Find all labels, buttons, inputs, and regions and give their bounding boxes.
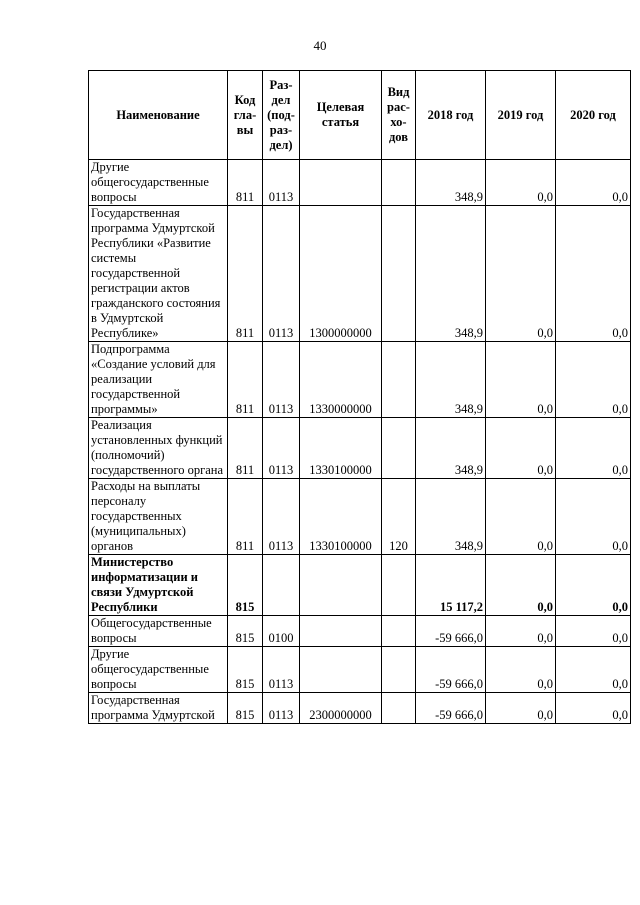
cell-target-article: 1330100000: [300, 479, 382, 555]
cell-name: Государственная программа Удмуртской Республики «Развитие системы государственной регистрации актов гражданского состояния в Удмуртской Республике»: [89, 206, 228, 342]
cell-section: 0113: [263, 418, 300, 479]
cell-year-2020: 0,0: [556, 693, 631, 724]
cell-expense-type: [382, 693, 416, 724]
cell-year-2018: 348,9: [416, 479, 486, 555]
cell-year-2018: -59 666,0: [416, 693, 486, 724]
cell-target-article: [300, 647, 382, 693]
cell-name: Министерство информатизации и связи Удмуртской Республики: [89, 555, 228, 616]
header-expense-type: Вид рас-хо-дов: [382, 71, 416, 160]
cell-year-2020: 0,0: [556, 206, 631, 342]
cell-target-article: 2300000000: [300, 693, 382, 724]
cell-year-2020: 0,0: [556, 555, 631, 616]
cell-chapter-code: 811: [228, 206, 263, 342]
table-header-row: [89, 71, 631, 160]
cell-chapter-code: 815: [228, 647, 263, 693]
table-row: [89, 479, 631, 555]
table-body: [89, 160, 631, 724]
cell-target-article: 1300000000: [300, 206, 382, 342]
cell-expense-type: 120: [382, 479, 416, 555]
header-target-article: Целевая статья: [300, 71, 382, 160]
cell-target-article: [300, 160, 382, 206]
cell-name: Государственная программа Удмуртской: [89, 693, 228, 724]
cell-year-2019: 0,0: [486, 342, 556, 418]
cell-year-2018: -59 666,0: [416, 616, 486, 647]
cell-expense-type: [382, 206, 416, 342]
cell-name: Другие общегосударственные вопросы: [89, 160, 228, 206]
cell-year-2020: 0,0: [556, 418, 631, 479]
header-year-2018: 2018 год: [416, 71, 486, 160]
cell-name: Подпрограмма «Создание условий для реализации государственной программы»: [89, 342, 228, 418]
cell-chapter-code: 811: [228, 418, 263, 479]
cell-year-2018: 348,9: [416, 342, 486, 418]
page-number: 40: [313, 38, 327, 53]
cell-section: [263, 555, 300, 616]
cell-year-2020: 0,0: [556, 160, 631, 206]
cell-year-2020: 0,0: [556, 342, 631, 418]
cell-year-2018: 348,9: [416, 206, 486, 342]
header-section: Раз-дел (под-раз-дел): [263, 71, 300, 160]
table-row: [89, 206, 631, 342]
cell-year-2018: 348,9: [416, 418, 486, 479]
cell-target-article: [300, 616, 382, 647]
cell-year-2019: 0,0: [486, 647, 556, 693]
cell-chapter-code: 815: [228, 693, 263, 724]
header-year-2020: 2020 год: [556, 71, 631, 160]
cell-name: Расходы на выплаты персоналу государственных (муниципальных) органов: [89, 479, 228, 555]
cell-target-article: [300, 555, 382, 616]
cell-year-2019: 0,0: [486, 418, 556, 479]
cell-section: 0113: [263, 206, 300, 342]
table-row: [89, 555, 631, 616]
cell-chapter-code: 811: [228, 160, 263, 206]
cell-chapter-code: 815: [228, 616, 263, 647]
header-year-2019: 2019 год: [486, 71, 556, 160]
table-row: [89, 616, 631, 647]
cell-section: 0100: [263, 616, 300, 647]
cell-section: 0113: [263, 647, 300, 693]
table-row: [89, 418, 631, 479]
cell-year-2020: 0,0: [556, 647, 631, 693]
cell-year-2018: -59 666,0: [416, 647, 486, 693]
cell-section: 0113: [263, 342, 300, 418]
cell-name: Другие общегосударственные вопросы: [89, 647, 228, 693]
cell-expense-type: [382, 160, 416, 206]
cell-target-article: 1330000000: [300, 342, 382, 418]
table-row: [89, 693, 631, 724]
cell-expense-type: [382, 342, 416, 418]
cell-target-article: 1330100000: [300, 418, 382, 479]
cell-section: 0113: [263, 160, 300, 206]
cell-chapter-code: 811: [228, 479, 263, 555]
cell-year-2019: 0,0: [486, 616, 556, 647]
table-row: [89, 160, 631, 206]
cell-name: Реализация установленных функций (полномочий) государственного органа: [89, 418, 228, 479]
header-chapter-code: Код гла-вы: [228, 71, 263, 160]
page-bottom-margin: [0, 853, 640, 905]
cell-name: Общегосударственные вопросы: [89, 616, 228, 647]
cell-expense-type: [382, 418, 416, 479]
cell-chapter-code: 815: [228, 555, 263, 616]
cell-year-2019: 0,0: [486, 479, 556, 555]
table-row: [89, 647, 631, 693]
cell-year-2019: 0,0: [486, 693, 556, 724]
table-row: [89, 342, 631, 418]
cell-expense-type: [382, 647, 416, 693]
cell-year-2019: 0,0: [486, 160, 556, 206]
cell-year-2018: 348,9: [416, 160, 486, 206]
cell-year-2019: 0,0: [486, 206, 556, 342]
cell-year-2018: 15 117,2: [416, 555, 486, 616]
cell-chapter-code: 811: [228, 342, 263, 418]
cell-section: 0113: [263, 479, 300, 555]
budget-table: [88, 70, 631, 724]
cell-year-2020: 0,0: [556, 616, 631, 647]
cell-year-2020: 0,0: [556, 479, 631, 555]
cell-expense-type: [382, 616, 416, 647]
cell-section: 0113: [263, 693, 300, 724]
cell-year-2019: 0,0: [486, 555, 556, 616]
cell-expense-type: [382, 555, 416, 616]
header-name: Наименование: [89, 71, 228, 160]
